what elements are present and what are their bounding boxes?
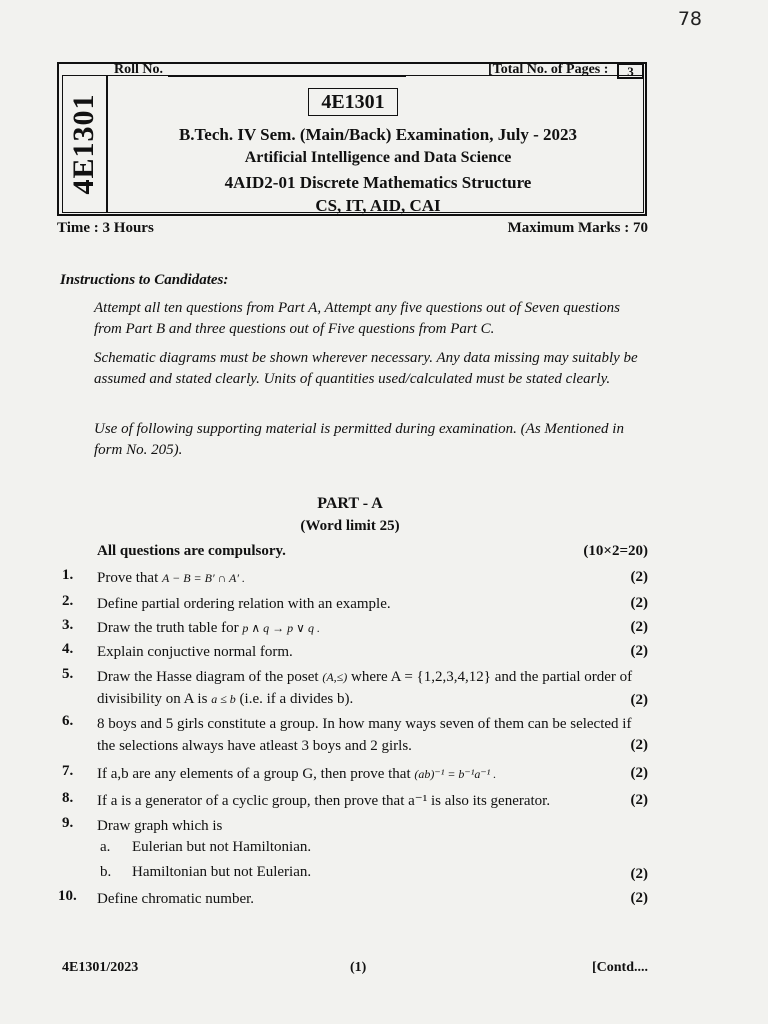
footer-paper-code: 4E1301/2023 [62, 960, 139, 975]
time-label: Time : 3 Hours [57, 220, 154, 236]
question-number: 10. [58, 888, 77, 904]
question-marks: (2) [630, 890, 648, 906]
question-math: (A,≤) [322, 670, 348, 684]
instruction-para-2: Schematic diagrams must be shown wherever necessary. Any data missing may suitably be assumed and stated clearly. Units of quantities used/calculated must be stated clearly. [94, 350, 638, 387]
question-number: 3. [62, 617, 74, 633]
question-marks: (2) [630, 737, 648, 753]
total-pages-label: [Total No. of Pages : [488, 62, 609, 77]
sub-question-letter: a. [100, 839, 111, 855]
question-text: Prove that A − B = B′ ∩ A′ . [97, 570, 245, 586]
question-text: If a,b are any elements of a group G, then prove that (ab)⁻¹ = b⁻¹a⁻¹ . [97, 766, 497, 782]
part-a-total-marks: (10×2=20) [583, 543, 648, 559]
footer-continued: [Contd.... [591, 960, 648, 975]
question-marks: (2) [630, 866, 648, 882]
max-marks-label: Maximum Marks : 70 [507, 220, 648, 236]
question-text: If a is a generator of a cyclic group, then prove that a⁻¹ is also its generator. [97, 793, 551, 809]
question-text: 8 boys and 5 girls constitute a group. In how many ways seven of them can be selected if the selections always have atleast 3 boys and 2 girls. [97, 716, 632, 754]
exam-title: B.Tech. IV Sem. (Main/Back) Examination, July - 2023 [178, 125, 578, 144]
sub-question-text: Hamiltonian but not Eulerian. [132, 864, 312, 880]
question-math: a ≤ b [211, 692, 236, 706]
question-math: A − B = B′ ∩ A′ . [162, 571, 245, 585]
branch-title: Artificial Intelligence and Data Science [244, 149, 512, 166]
total-pages-value: 3 [617, 63, 644, 79]
question-math: (ab)⁻¹ = b⁻¹a⁻¹ . [414, 767, 497, 781]
roll-no-line [168, 76, 406, 77]
roll-no-label: Roll No. [114, 62, 163, 77]
word-limit: (Word limit 25) [300, 518, 400, 534]
question-number: 7. [62, 763, 74, 779]
question-number: 2. [62, 593, 74, 609]
question-text: Define partial ordering relation with an example. [97, 596, 391, 612]
sub-question-letter: b. [100, 864, 112, 880]
instruction-para-1: Attempt all ten questions from Part A, Attempt any five questions out of Seven questions from Part B and three questions out of Five questions from Part C. [94, 300, 620, 337]
sub-question-text: Eulerian but not Hamiltonian. [132, 839, 312, 855]
question-number: 8. [62, 790, 74, 806]
question-marks: (2) [630, 569, 648, 585]
side-code: 4E1301 [67, 93, 100, 195]
side-code-box [62, 75, 108, 213]
question-marks: (2) [630, 619, 648, 635]
footer-page-number: (1) [350, 960, 367, 975]
question-text: Draw the Hasse diagram of the poset (A,≤) where A = {1,2,3,4,12} and the partial order of divisibility on A is a ≤ b (i.e. if a divides b). [97, 669, 633, 707]
question-marks: (2) [630, 792, 648, 808]
question-number: 6. [62, 713, 74, 729]
subject-title: 4AID2-01 Discrete Mathematics Structure [224, 173, 532, 192]
question-text: Explain conjuctive normal form. [97, 644, 293, 660]
question-marks: (2) [630, 595, 648, 611]
question-number: 5. [62, 666, 74, 682]
compulsory-note: All questions are compulsory. [97, 543, 286, 559]
instructions-title: Instructions to Candidates: [60, 272, 229, 288]
question-text: Draw graph which is [97, 818, 223, 834]
question-marks: (2) [630, 643, 648, 659]
streams-title: CS, IT, AID, CAI [315, 196, 441, 215]
part-a-title: PART - A [317, 495, 383, 512]
instruction-para-3: Use of following supporting material is permitted during examination. (As Mentioned in form No. 205). [94, 421, 624, 458]
question-number: 9. [62, 815, 74, 831]
question-number: 1. [62, 567, 74, 583]
question-math: p ∧ q → p ∨ q . [242, 621, 320, 635]
question-marks: (2) [630, 765, 648, 781]
paper-code: 4E1301 [308, 88, 398, 116]
question-marks: (2) [630, 692, 648, 708]
question-text: Define chromatic number. [97, 891, 255, 907]
question-text: Draw the truth table for p ∧ q → p ∨ q . [97, 620, 320, 636]
handwritten-page-number: 78 [677, 8, 702, 30]
question-number: 4. [62, 641, 74, 657]
